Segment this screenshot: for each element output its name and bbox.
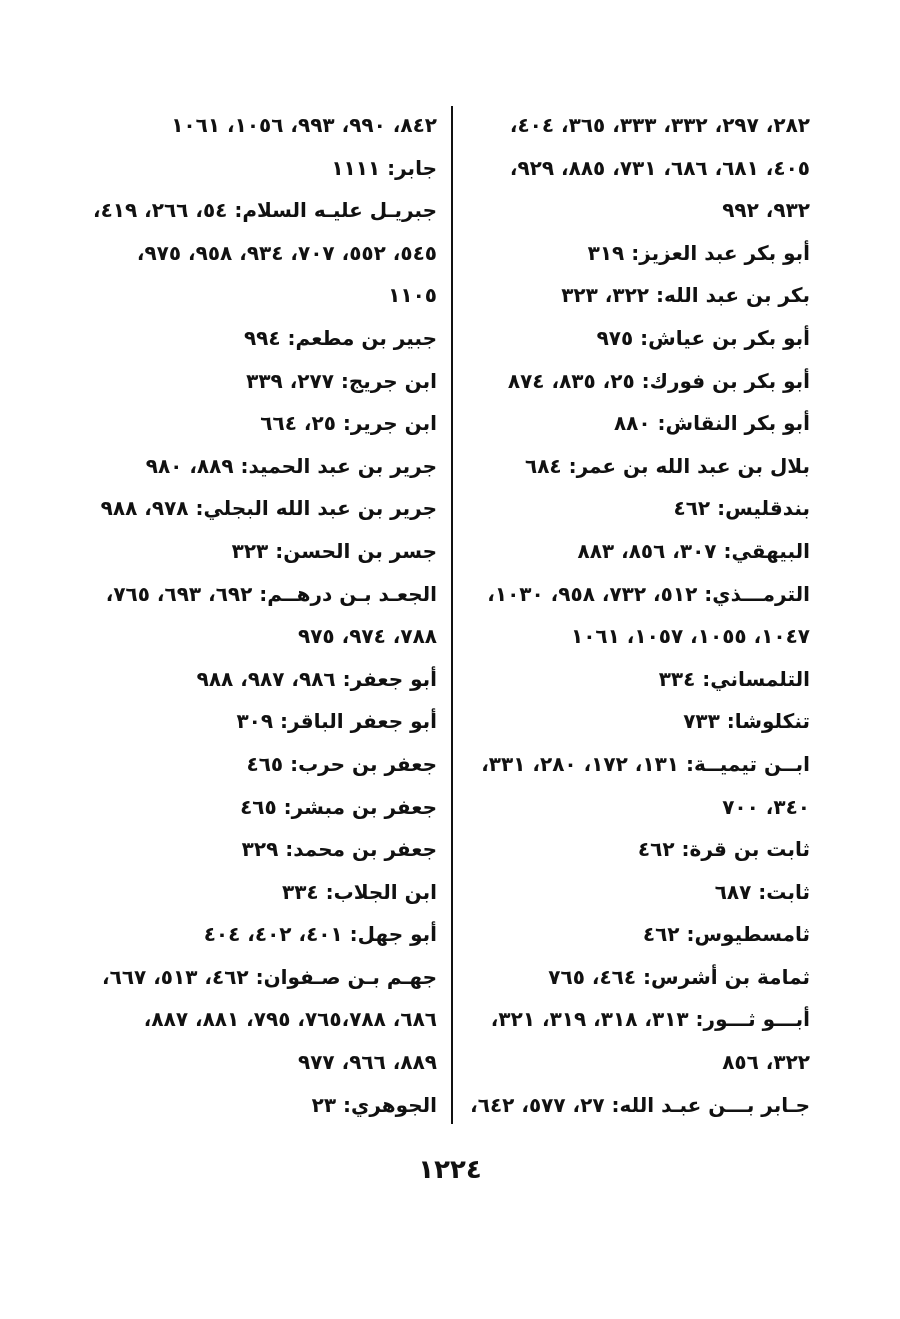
- index-entry: ثابت: ٦٨٧: [714, 879, 810, 904]
- index-entry: أبو جهل: ٤٠١، ٤٠٢، ٤٠٤: [203, 922, 437, 947]
- index-entry: أبو جعفر: ٩٨٦، ٩٨٧، ٩٨٨: [196, 666, 437, 691]
- column-divider: [451, 106, 453, 1124]
- index-entry: ثمامة بن أشرس: ٤٦٤، ٧٦٥: [548, 964, 810, 989]
- index-entry: ابــن تيميــة: ١٣١، ١٧٢، ٢٨٠، ٣٣١،: [481, 751, 810, 776]
- index-entry: ٣٤٠، ٧٠٠: [722, 794, 810, 819]
- index-entry: ابن جرير: ٢٥، ٦٦٤: [260, 411, 437, 436]
- index-entry: ٦٨٦، ٧٦٥،٧٨٨، ٧٩٥، ٨٨١، ٨٨٧،: [143, 1007, 437, 1032]
- index-entry: ابن الجلاب: ٣٣٤: [282, 879, 437, 904]
- index-entry: أبو بكر عبد العزيز: ٣١٩: [587, 240, 810, 265]
- index-entry: جرير بن عبد الله البجلي: ٩٧٨، ٩٨٨: [100, 496, 437, 521]
- index-entry: ٢٨٢، ٢٩٧، ٣٣٢، ٣٣٣، ٣٦٥، ٤٠٤،: [509, 113, 810, 137]
- index-column-right: [453, 104, 810, 1124]
- index-entry: ٥٤٥، ٥٥٢، ٧٠٧، ٩٣٤، ٩٥٨، ٩٧٥،: [136, 240, 437, 265]
- index-entry: جعفر بن حرب: ٤٦٥: [246, 751, 437, 776]
- index-entry: الجعـد بـن درهــم: ٦٩٢، ٦٩٣، ٧٦٥،: [105, 581, 437, 606]
- index-entry: ١٠٤٧، ١٠٥٥، ١٠٥٧، ١٠٦١: [571, 624, 810, 649]
- index-entry: أبو بكر النقاش: ٨٨٠: [613, 411, 810, 436]
- page-number: ١٢٢٤: [418, 1155, 482, 1185]
- index-entry: جبير بن مطعم: ٩٩٤: [243, 325, 437, 350]
- index-entry: ٣٢٢، ٨٥٦: [722, 1050, 810, 1075]
- index-columns: [92, 104, 810, 1124]
- index-entry: بلال بن عبد الله بن عمر: ٦٨٤: [524, 453, 810, 478]
- index-entry: ٤٠٥، ٦٨١، ٦٨٦، ٧٣١، ٨٨٥، ٩٢٩،: [509, 155, 810, 180]
- index-entry: جرير بن عبد الحميد: ٨٨٩، ٩٨٠: [145, 453, 437, 478]
- index-entry: جسر بن الحسن: ٣٢٣: [231, 538, 437, 563]
- index-entry: ثامسطيوس: ٤٦٢: [642, 922, 810, 947]
- index-entry: البيهقي: ٣٠٧، ٨٥٦، ٨٨٣: [577, 538, 810, 563]
- index-entry: أبو جعفر الباقر: ٣٠٩: [236, 709, 437, 734]
- index-entry: أبـــو ثـــور: ٣١٣، ٣١٨، ٣١٩، ٣٢١،: [490, 1007, 810, 1032]
- index-entry: جابر: ١١١١: [331, 155, 437, 180]
- index-entry: بكر بن عبد الله: ٣٢٢، ٣٢٣: [561, 283, 810, 308]
- index-entry: جـابر بـــن عبـد الله: ٢٧، ٥٧٧، ٦٤٢،: [470, 1092, 810, 1117]
- index-entry: ابن جريج: ٢٧٧، ٣٣٩: [246, 368, 437, 393]
- index-entry: أبو بكر بن عياش: ٩٧٥: [596, 325, 810, 350]
- index-entry: ١١٠٥: [388, 283, 437, 308]
- index-entry: الجوهري: ٢٣: [311, 1092, 437, 1117]
- index-entry: جعفر بن محمد: ٣٢٩: [241, 837, 437, 862]
- index-entry: الترمـــذي: ٥١٢، ٧٣٢، ٩٥٨، ١٠٣٠،: [487, 581, 810, 606]
- index-entry: التلمساني: ٣٣٤: [658, 666, 810, 691]
- index-entry: ٩٣٢، ٩٩٢: [722, 198, 810, 223]
- index-entry: جعفر بن مبشر: ٤٦٥: [240, 794, 437, 819]
- index-entry: ثابت بن قرة: ٤٦٢: [637, 837, 810, 862]
- index-entry: بندقليس: ٤٦٢: [673, 496, 810, 521]
- index-entry: ٨٨٩، ٩٦٦، ٩٧٧: [298, 1050, 437, 1075]
- index-entry: أبو بكر بن فورك: ٢٥، ٨٣٥، ٨٧٤: [507, 368, 810, 393]
- index-entry: جبريـل عليـه السلام: ٥٤، ٢٦٦، ٤١٩،: [92, 198, 437, 223]
- index-entry: جهـم بـن صـفوان: ٤٦٢، ٥١٣، ٦٦٧،: [102, 964, 437, 989]
- index-entry: تنكلوشا: ٧٣٣: [683, 709, 810, 734]
- index-column-left: [92, 104, 451, 1124]
- index-entry: ٨٤٢، ٩٩٠، ٩٩٣، ١٠٥٦، ١٠٦١: [171, 113, 437, 137]
- index-entry: ٧٨٨، ٩٧٤، ٩٧٥: [298, 624, 437, 649]
